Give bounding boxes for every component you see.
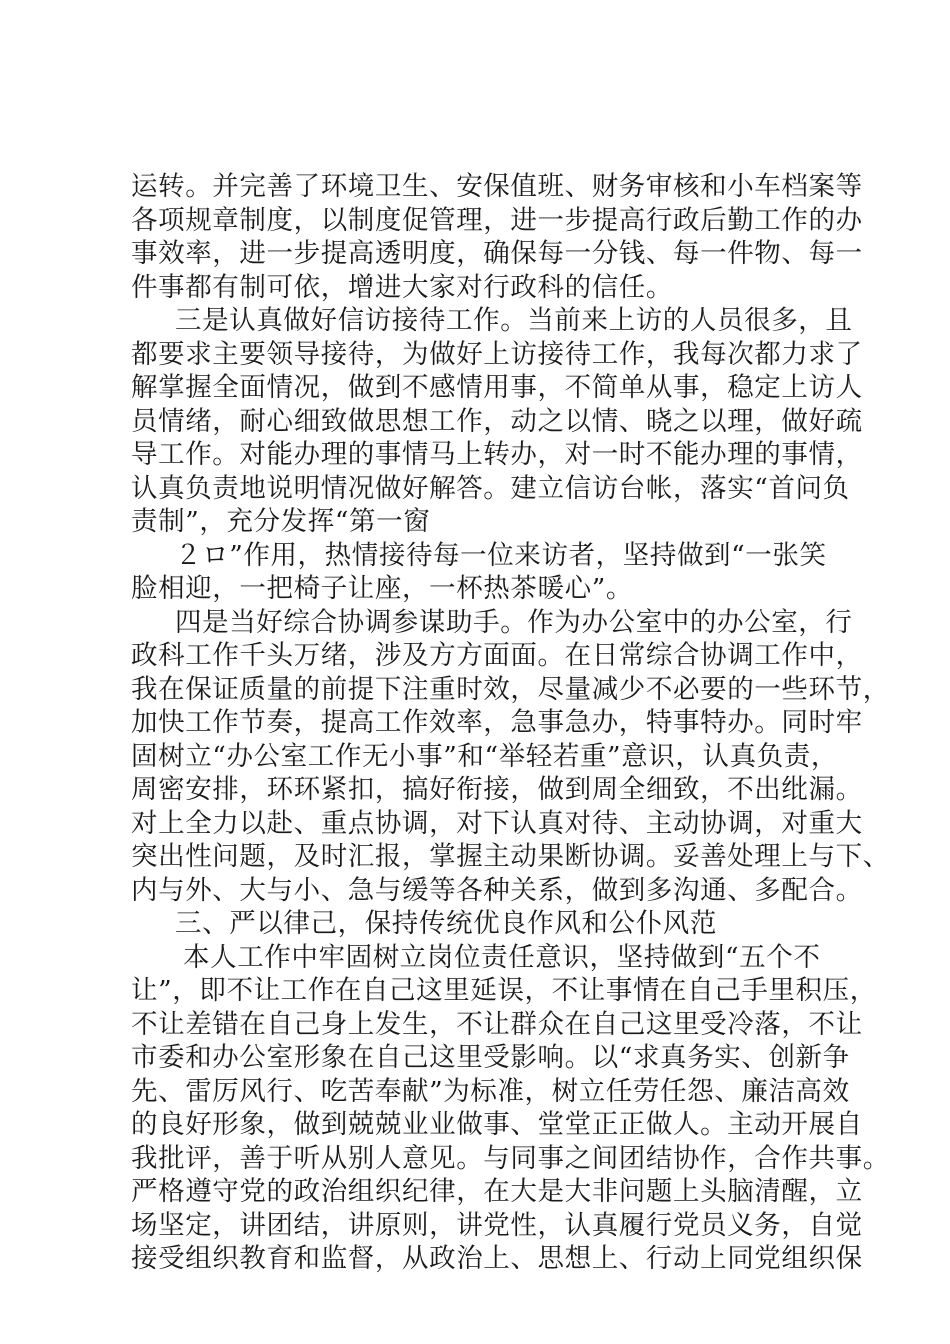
text-line: 不让差错在自己身上发生，不让群众在自己这里受冷落，不让 [131,1008,863,1040]
text-line: 我批评，善于听从别人意见。与同事之间团结协作，合作共事。 [131,1142,890,1174]
text-line: 脸相迎，一把椅子让座，一杯热茶暖心”。 [131,573,633,604]
text-line: 责制”，充分发挥“第一窗 [131,506,431,537]
paragraph-start-line: 三是认真做好信访接待工作。当前来上访的人员很多，且 [175,305,853,336]
text-line: 事效率，进一步提高透明度，确保每一分钱、每一件物、每一 [131,238,863,269]
text-line: 周密安排，环环紧扣，搞好衔接，做到周全细致，不出纰漏。 [131,774,863,805]
text-line: 政科工作千头万绪，涉及方方面面。在日常综合协调工作中， [131,640,863,671]
text-line: 固树立“办公室工作无小事”和“举轻若重”意识，认真负责， [131,740,838,772]
text-line: 让”，即不让工作在自己这里延误，不让事情在自己手里积压， [131,975,877,1006]
text-line: 接受组织教育和监督，从政治上、思想上、行动上同党组织保 [131,1243,863,1274]
text-line: 对上全力以赴、重点协调，对下认真对待、主动协调，对重大 [131,807,863,839]
paragraph-start-line: 四是当好综合协调参谋助手。作为办公室中的办公室，行 [175,606,853,638]
text-line: 认真负责地说明情况做好解答。建立信访台帐，落实“首问负 [131,472,850,504]
text-line: 运转。并完善了环境卫生、安保值班、财务审核和小车档案等 [131,171,863,202]
text-line: 先、雷厉风行、吃苦奉献”为标准，树立任劳任怨、廉洁高效 [131,1075,850,1107]
text-line: 导工作。对能办理的事情马上转办，对一时不能办理的事情， [131,439,863,470]
text-line: 的良好形象，做到兢兢业业做事、堂堂正正做人。主动开展自 [131,1109,863,1140]
text-line: 严格遵守党的政治组织纪律，在大是大非问题上头脑清醒，立 [131,1176,863,1207]
text-line: 员情绪，耐心细致做思想工作，动之以情、晓之以理，做好疏 [131,405,863,437]
text-line: 都要求主要领导接待，为做好上访接待工作，我每次都力求了 [131,338,863,370]
section-heading: 三、严以律己，保持传统优良作风和公仆风范 [175,908,717,939]
text-line: 件事都有制可依，增进大家对行政科的信任。 [131,271,673,303]
document-body [131,170,890,1276]
paragraph-start-line: 本人工作中牢固树立岗位责任意识，坚持做到“五个不 [183,941,821,973]
text-line: 各项规章制度，以制度促管理，进一步提高行政后勤工作的办 [131,204,863,236]
text-line: 我在保证质量的前提下注重时效，尽量减少不必要的一些环节， [131,673,890,705]
paragraph-start-line: ２ロ”作用，热情接待每一位来访者，坚持做到“一张笑 [175,539,827,571]
text-line: 场坚定，讲团结，讲原则，讲党性，认真履行党员义务，自觉 [131,1209,863,1241]
text-line: 突出性问题，及时汇报，掌握主动果断协调。妥善处理上与下、 [131,841,890,872]
text-line: 内与外、大与小、急与缓等各种关系，做到多沟通、多配合。 [131,874,863,906]
text-line: 加快工作节奏，提高工作效率，急事急办，特事特办。同时牢 [131,707,863,738]
text-line: 解掌握全面情况，做到不感情用事，不简单从事，稳定上访人 [131,372,863,403]
text-line: 市委和办公室形象在自己这里受影响。以“求真务实、创新争 [131,1042,850,1073]
